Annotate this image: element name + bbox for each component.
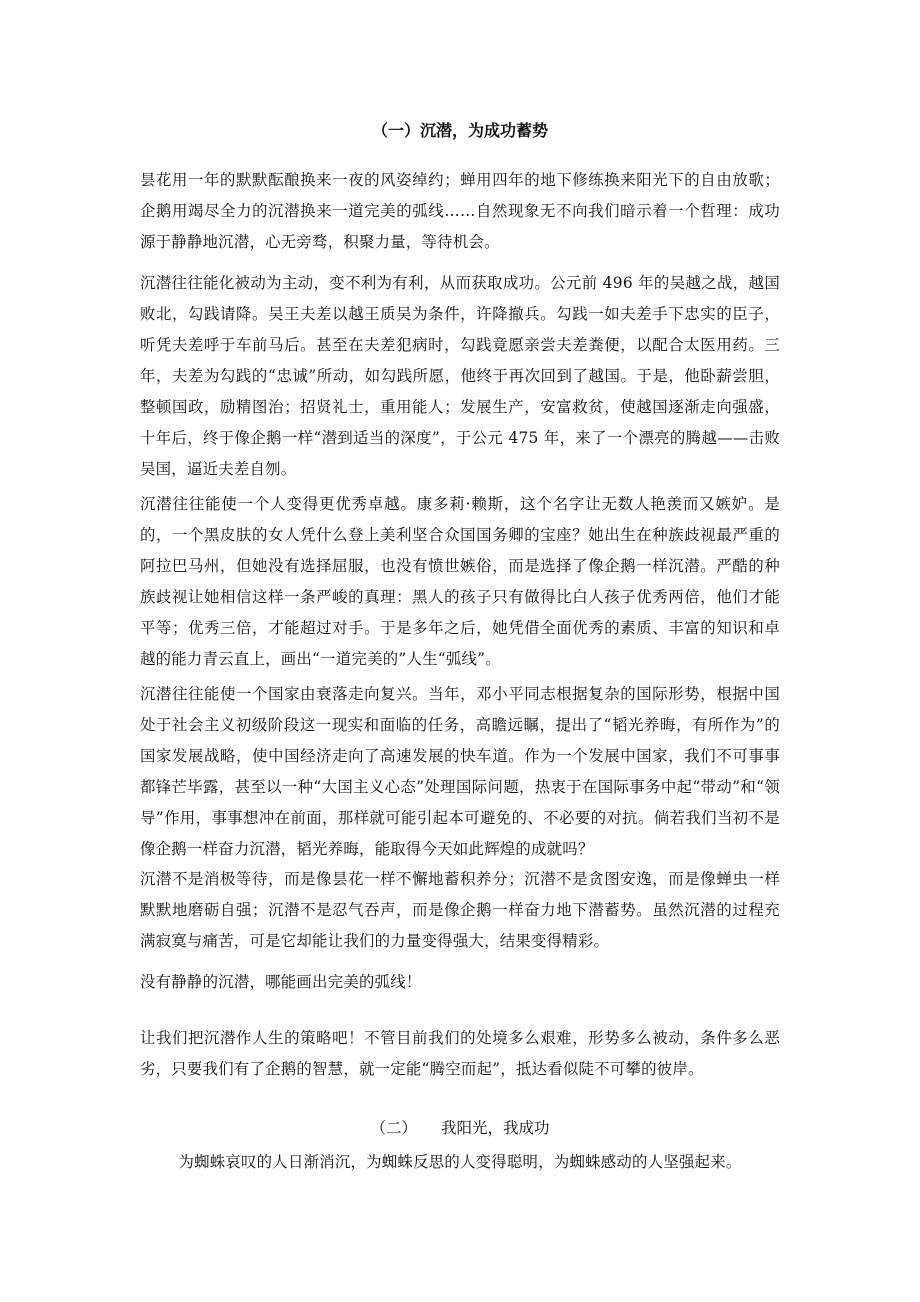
- section-2-paragraph-1: 为蜘蛛哀叹的人日渐消沉，为蜘蛛反思的人变得聪明，为蜘蛛感动的人坚强起来。: [178, 1153, 742, 1171]
- section-1-title: （一）沉潜，为成功蓄势: [371, 121, 548, 140]
- section-2-title-text: 我阳光，我成功: [441, 1119, 550, 1137]
- section-1-paragraph-2: 沉潜往往能化被动为主动，变不利为有利，从而获取成功。公元前 496 年的吴越之战，越国败北，勾践请降。吴王夫差以越王质吴为条件，许降撤兵。勾践一如夫差手下忠实的臣子，听凭夫差呼于车前马后。甚至在夫差犯病时，勾践竟愿亲尝夫差粪便，以配合太医用药。三年，夫差为勾践的“忠诚”所动，如勾践所愿，他终于再次回到了越国。于是，他卧薪尝胆，整顿国政，励精图治；招贤礼士，重用能人；发展生产，安富救贫，使越国逐渐走向强盛，十年后，终于像企鹅一样“潜到适当的深度”，于公元 475 年，来了一个漂亮的腾越——击败吴国，逼近夫差自刎。: [140, 274, 780, 478]
- section-1-paragraph-7: 让我们把沉潜作人生的策略吧！不管目前我们的处境多么艰难，形势多么被动，条件多么恶劣，只要我们有了企鹅的智慧，就一定能“腾空而起”，抵达看似陡不可攀的彼岸。: [140, 1029, 780, 1078]
- section-1-paragraph-4: 沉潜往往能使一个国家由衰落走向复兴。当年，邓小平同志根据复杂的国际形势，根据中国处于社会主义初级阶段这一现实和面临的任务，高瞻远瞩，提出了“韬光养晦，有所作为”的国家发展战略，使中国经济走向了高速发展的快车道。作为一个发展中国家，我们不可事事都锋芒毕露，甚至以一种“大国主义心态”处理国际问题，热衷于在国际事务中起“带动”和“领导”作用，事事想冲在前面，那样就可能引起本可避免的、不必要的对抗。倘若我们当初不是像企鹅一样奋力沉潜，韬光养晦，能取得今天如此辉煌的成就吗？: [140, 685, 780, 858]
- section-2-number: （二）: [370, 1119, 417, 1137]
- section-1-paragraph-6: 没有静静的沉潜，哪能画出完美的弧线！: [140, 973, 422, 991]
- section-2-title: [140, 1118, 780, 1138]
- section-1-paragraph-1: 昙花用一年的默默酝酿换来一夜的风姿绰约；蝉用四年的地下修练换来阳光下的自由放歌；企鹅用竭尽全力的沉潜换来一道完美的弧线……自然现象无不向我们暗示着一个哲理：成功源于静静地沉潜，心无旁骛，积聚力量，等待机会。: [140, 171, 780, 251]
- section-1-paragraph-3: 沉潜往往能使一个人变得更优秀卓越。康多莉·赖斯，这个名字让无数人艳羡而又嫉妒。是的，一个黑皮肤的女人凭什么登上美利坚合众国国务卿的宝座？她出生在种族歧视最严重的阿拉巴马州，但她没有选择屈服，也没有愤世嫉俗，而是选择了像企鹅一样沉潜。严酷的种族歧视让她相信这样一条严峻的真理：黑人的孩子只有做得比白人孩子优秀两倍，他们才能平等；优秀三倍，才能超过对手。于是多年之后，她凭借全面优秀的素质、丰富的知识和卓越的能力青云直上，画出“一道完美的”人生“弧线”。: [140, 495, 780, 668]
- section-1-paragraph-5: 沉潜不是消极等待，而是像昙花一样不懈地蓄积养分；沉潜不是贪图安逸，而是像蝉虫一样默默地磨砺自强；沉潜不是忍气吞声，而是像企鹅一样奋力地下潜蓄势。虽然沉潜的过程充满寂寞与痛苦，可是它却能让我们的力量变得强大，结果变得精彩。: [140, 870, 780, 950]
